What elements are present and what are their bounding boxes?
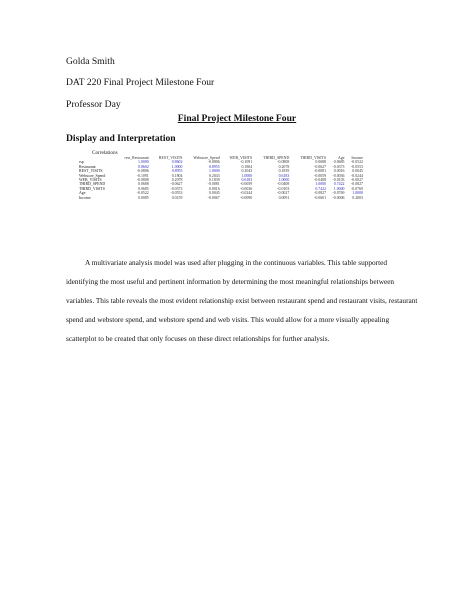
table-cell: 0.8955 [171,169,183,174]
table-cell: 0.6183 [241,178,253,183]
table-header-cell: THIRD_VISITS [300,156,327,160]
table-cell: -0.0808 [277,160,290,165]
correlation-table [78,156,364,200]
table-header-cell: Income [351,156,363,160]
table-cell: -0.0103 [332,178,345,183]
table-row-label: rsp [79,160,84,165]
table-cell: -0.0408 [277,182,290,187]
table-header-cell: THIRD_SPEND [263,156,290,160]
table-row-label: THIRD_SPEND [79,182,106,187]
table-cell: 0.7422 [333,182,345,187]
table-cell: -0.0244 [351,173,363,178]
table-cell: 0.8602 [138,164,149,169]
table-cell: -0.0067 [207,195,220,200]
table-cell: -0.0553 [170,191,183,196]
table-cell: 0.8602 [171,160,183,165]
table-row-label: Age [79,191,86,196]
table-cell: -0.0244 [240,191,253,196]
table-cell: -0.0806 [207,160,220,165]
table-cell: -0.0090 [240,195,253,200]
section-heading: Display and Interpretation [66,133,176,144]
table-cell: 0.0159 [171,195,183,200]
table-cell: -0.0059 [240,182,253,187]
author-name: Golda Smith [66,56,115,67]
table-cell: 0.0688 [315,160,327,165]
table-cell: 0.0685 [138,186,149,191]
table-row-label: REST_VISITS [79,169,103,174]
table-cell: -0.0769 [351,186,363,191]
table-cell: 1.0000 [315,182,327,187]
document-title: Final Project Milestone Four [177,113,297,124]
table-cell: 0.7422 [315,186,327,191]
table-cell: -0.0006 [332,195,345,200]
table-cell: 1.0000 [171,164,183,169]
table-cell: 1.0000 [352,191,363,196]
table-cell: -0.0627 [314,164,327,169]
table-cell: -0.1091 [240,160,253,165]
table-header-cell: rest_Restaurant [124,156,149,160]
table-cell: 1.0000 [241,173,253,178]
table-cell: -0.0027 [277,191,290,196]
table-cell: 0.2003 [352,195,363,200]
table-header-cell: WEB_VISITS [229,156,253,160]
table-cell: -0.0036 [332,173,345,178]
table-cell: 0.1804 [171,173,183,178]
table-cell: 0.1839 [278,169,290,174]
table-cell: -0.0769 [332,191,345,196]
table-cell: -0.0522 [136,191,149,196]
table-cell: 0.0685 [333,160,345,165]
table-cell: -0.0627 [170,182,183,187]
table-cell: 1.0000 [138,160,149,165]
table-cell: -0.0522 [351,160,363,165]
body-paragraph: A multivariate analysis model was used after plugging in the continuous variables. This table supported identifying the most useful and pertinent information by determining the most meaningful relationships between variables. This table reveals the most evident relationship exist between restaurant spend and restaurant visits, restaurant spend and webstore spend, and webstore spend and web visits. This would allow for a more visually appealing scatterplot to be created that only focuses on these direct relationships for further analysis. [66,258,418,343]
table-cell: 0.2043 [208,173,220,178]
table-cell: -0.0808 [136,178,149,183]
correlation-table-block [78,150,364,200]
table-header-cell: Webstore_Spend [193,156,220,160]
table-cell: -0.1091 [136,173,149,178]
table-cell: 0.0688 [138,182,149,187]
course-title: DAT 220 Final Project Milestone Four [66,77,215,88]
table-cell: 1.0000 [208,169,220,174]
table-caption: Correlations [92,150,118,156]
table-cell: -0.0601 [314,195,327,200]
table-cell: -0.0081 [314,169,327,174]
table-cell: 1.0000 [278,178,290,183]
table-header-cell: Age [338,156,345,160]
table-cell: 0.1839 [208,178,220,183]
table-cell: -0.0059 [314,173,327,178]
table-cell: -0.0373 [332,164,345,169]
table-row-label: Income [79,195,91,200]
table-cell: -0.0553 [351,164,363,169]
table-cell: -0.0827 [351,182,363,187]
table-cell: 0.2078 [278,164,290,169]
table-cell: 0.0085 [138,195,149,200]
table-row-label: Webstore_Spend [79,173,106,178]
table-cell: -0.0373 [170,186,183,191]
table-cell: -0.0036 [240,186,253,191]
table-cell: -0.0081 [207,182,220,187]
table-cell: 0.0045 [208,191,220,196]
table-cell: -0.0827 [314,191,327,196]
table-cell: -0.0103 [277,186,290,191]
table-cell: 0.0016 [333,169,345,174]
table-cell: 0.1804 [241,164,253,169]
table-cell: 0.0045 [352,169,363,174]
professor-name: Professor Day [66,99,121,110]
table-row-label: WEB_VISITS [79,178,102,183]
table-cell: 0.2043 [241,169,253,174]
table-cell: 0.6183 [278,173,290,178]
table-cell: 0.2078 [171,178,183,183]
table-cell: 1.0000 [333,186,345,191]
table-row-label: THIRD_VISITS [79,186,105,191]
table-cell: -0.0806 [136,169,149,174]
table-cell: -0.0408 [314,178,327,183]
table-cell: 0.0091 [278,195,290,200]
table-cell: 0.8955 [208,164,220,169]
table-cell: -0.0027 [351,178,363,183]
table-row-label: Restaurant [79,164,96,169]
table-header-cell: REST_VISITS [158,156,183,160]
table-row [78,196,364,200]
body-paragraph-block [66,253,418,348]
table-cell: 0.0016 [208,186,220,191]
